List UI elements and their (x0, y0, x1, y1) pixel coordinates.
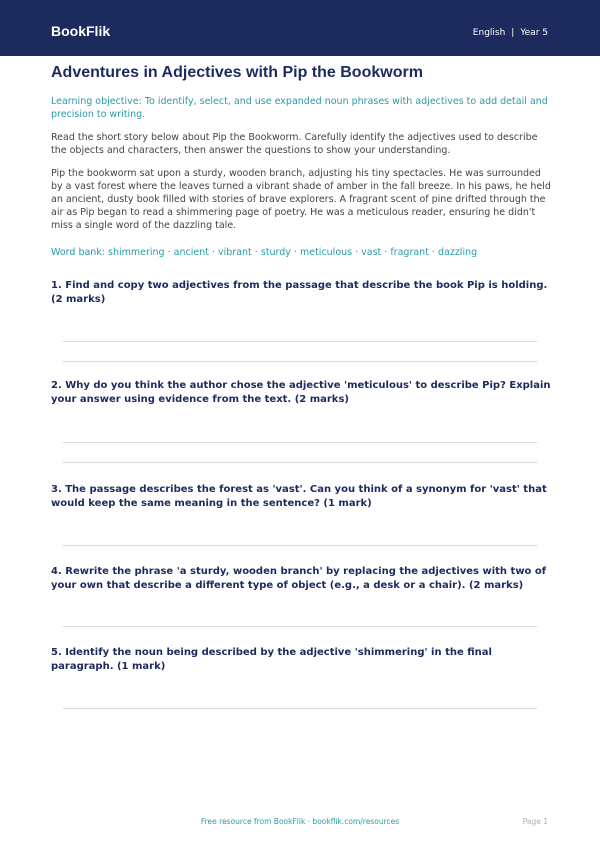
question-5: 5. Identify the noun being described by the adjective 'shimmering' in the final paragraph. (1 mark) (51, 647, 492, 672)
question-3: 3. The passage describes the forest as 'vast'. Can you think of a synonym for 'vast' that would keep the same meaning in the sentence? (1 mark) (51, 484, 547, 509)
word-bank: Word bank: shimmering · ancient · vibrant · sturdy · meticulous · vast · fragrant · dazzling (51, 247, 478, 258)
story-passage: Pip the bookworm sat upon a sturdy, wooden branch, adjusting his tiny spectacles. He was surrounded by a vast forest where the leaves turned a vibrant shade of amber in the fall breeze. In his paws, he held an ancient, dusty book filled with stories of brave explorers. A fragrant scent of pine drifted through the air as Pip began to read a shimmering page of poetry. He was a meticulous reader, ensuring he didn't miss a single word of the dazzling tale. (51, 168, 551, 231)
answer-line-2a[interactable] (63, 442, 537, 443)
header-meta (473, 28, 548, 38)
brand-logo[interactable]: BookFlik (51, 23, 111, 39)
answer-line-1b[interactable] (63, 361, 537, 362)
learning-objective: Learning objective: To identify, select, and use expanded noun phrases with adjectives to add detail and precision to writing. (51, 96, 548, 120)
answer-line-1a[interactable] (63, 341, 537, 342)
question-1: 1. Find and copy two adjectives from the passage that describe the book Pip is holding. (2 marks) (51, 280, 548, 305)
header-separator: | (511, 28, 515, 38)
answer-line-4[interactable] (63, 626, 537, 627)
question-4: 4. Rewrite the phrase 'a sturdy, wooden branch' by replacing the adjectives with two of your own that describe a different type of object (e.g., a desk or a chair). (2 marks) (51, 566, 547, 591)
answer-line-3[interactable] (63, 545, 537, 546)
instructions: Read the short story below about Pip the Bookworm. Carefully identify the adjectives used to describe the objects and characters, then answer the questions to show your understanding. (51, 132, 538, 156)
year-label: Year 5 (520, 28, 548, 38)
footer-link[interactable]: Free resource from BookFlik · bookflik.com/resources (200, 817, 400, 826)
page-number: Page 1 (522, 817, 548, 826)
subject-label: English (472, 28, 506, 38)
answer-line-2b[interactable] (63, 462, 537, 463)
worksheet-title: Adventures in Adjectives with Pip the Bookworm (51, 64, 423, 81)
header-bar (0, 0, 600, 56)
answer-line-5[interactable] (63, 708, 537, 709)
question-2: 2. Why do you think the author chose the adjective 'meticulous' to describe Pip? Explain your answer using evidence from the text. (2 marks) (51, 380, 551, 405)
